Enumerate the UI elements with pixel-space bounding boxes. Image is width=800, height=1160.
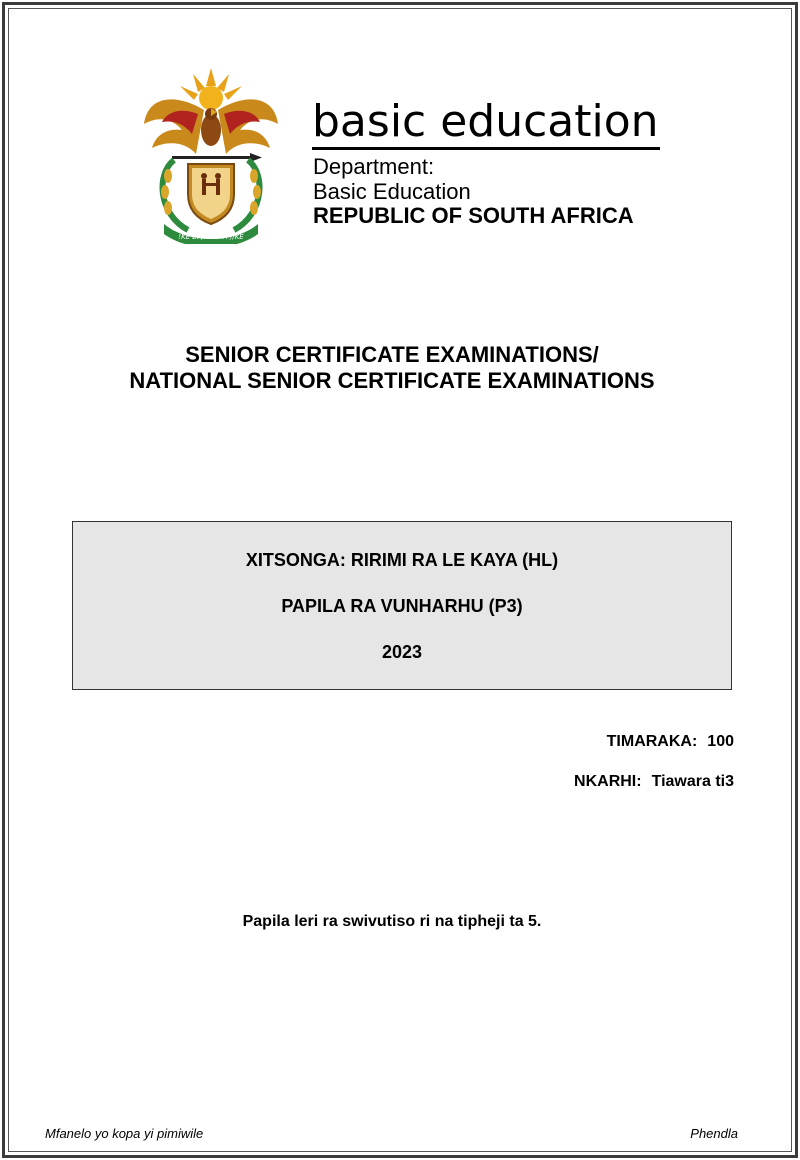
coat-of-arms-icon: [138, 64, 284, 244]
paper-name: PAPILA RA VUNHARHU (P3): [281, 596, 523, 616]
marks-value: 100: [707, 733, 734, 750]
subject-name: XITSONGA: RIRIMI RA LE KAYA (HL): [245, 550, 559, 570]
brand-divider: [312, 147, 660, 150]
exam-title-line2: NATIONAL SENIOR CERTIFICATE EXAMINATIONS: [129, 368, 655, 393]
department-name: Basic Education: [313, 179, 471, 204]
time-line: [574, 772, 734, 792]
exam-title-line1: SENIOR CERTIFICATE EXAMINATIONS/: [185, 342, 599, 367]
marks-line: [607, 732, 734, 752]
footer-copyright: Mfanelo yo kopa yi pimiwile: [45, 1126, 204, 1141]
exam-year: 2023: [381, 642, 423, 662]
brand-title: basic education: [312, 96, 659, 147]
time-value: Tiawara ti3: [651, 773, 734, 790]
subject-box: [72, 521, 732, 690]
country-name: REPUBLIC OF SOUTH AFRICA: [313, 203, 634, 228]
department-label: Department:: [313, 154, 435, 179]
svg-text:!KE E: /XARRA //KE: !KE E: /XARRA //KE: [178, 233, 244, 241]
pages-note: Papila leri ra swivutiso ri na tipheji ta 5.: [242, 913, 542, 930]
time-label: NKARHI:: [574, 773, 642, 790]
marks-label: TIMARAKA:: [606, 733, 698, 750]
footer-next-page: Phendla: [690, 1126, 738, 1141]
